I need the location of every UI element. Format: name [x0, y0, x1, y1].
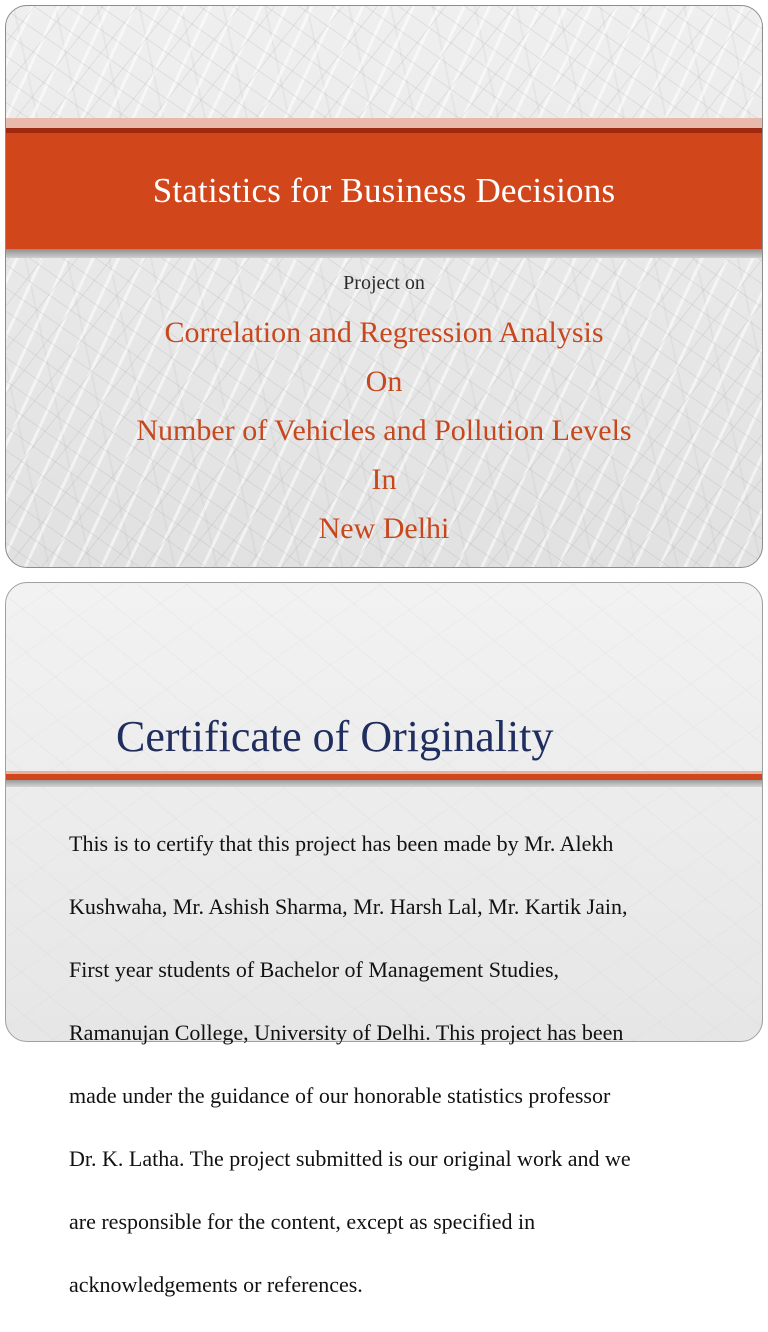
certificate-line: This is to certify that this project has been made by Mr. Alekh — [69, 830, 614, 856]
certificate-body — [69, 796, 749, 1332]
certificate-line: made under the guidance of our honorable statistics professor — [69, 1082, 611, 1108]
certificate-line: acknowledgements or references. — [69, 1271, 363, 1297]
banner-top-stripe — [6, 118, 762, 128]
title-underline-shadow — [6, 780, 762, 787]
certificate-line: Dr. K. Latha. The project submitted is our original work and we — [69, 1145, 631, 1171]
slide-title: Statistics for Business Decisions — [152, 171, 616, 210]
certificate-line: are responsible for the content, except as specified in — [69, 1208, 536, 1234]
topic-line: Number of Vehicles and Pollution Levels — [136, 414, 632, 447]
topic-line: Correlation and Regression Analysis — [164, 316, 604, 349]
certificate-line: Kushwaha, Mr. Ashish Sharma, Mr. Harsh Lal, Mr. Kartik Jain, — [69, 893, 628, 919]
topic-line: New Delhi — [318, 512, 450, 545]
topic-line: In — [371, 463, 397, 496]
project-topic — [6, 308, 762, 553]
banner-bottom-shadow — [6, 249, 762, 258]
certificate-line: Ramanujan College, University of Delhi. This project has been — [69, 1019, 624, 1045]
title-banner — [6, 133, 762, 249]
title-slide — [5, 5, 763, 568]
certificate-title: Certificate of Originality — [116, 712, 554, 761]
topic-line: On — [365, 365, 403, 398]
project-on-label: Project on — [343, 272, 425, 294]
certificate-line: First year students of Bachelor of Management Studies, — [69, 956, 560, 982]
certificate-slide — [5, 582, 763, 1297]
